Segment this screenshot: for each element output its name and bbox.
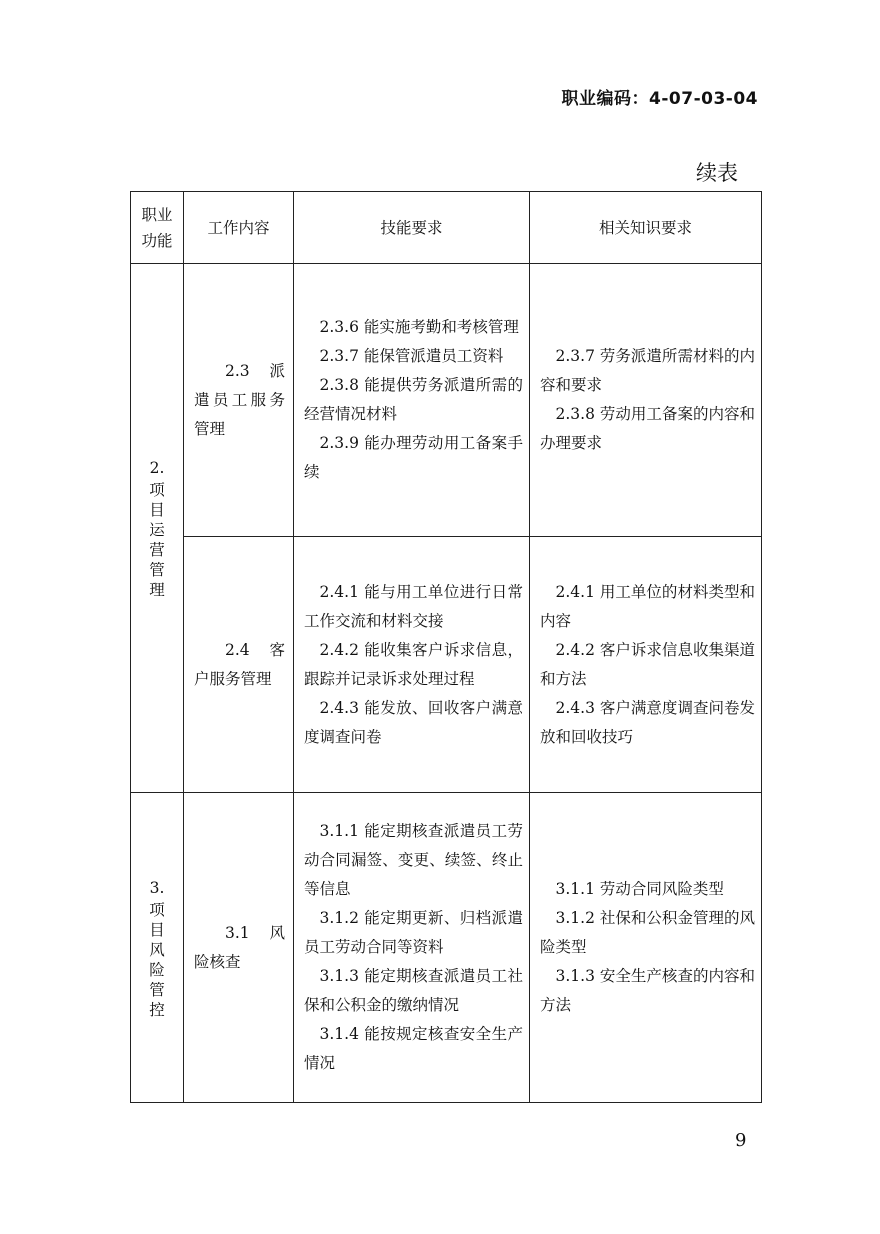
header-skill-requirements: 技能要求 (294, 192, 530, 264)
header-knowledge-requirements: 相关知识要求 (530, 192, 762, 264)
skill-item: 2.4.2 能收集客户诉求信息，跟踪并记录诉求处理过程 (304, 640, 523, 688)
function-number: 3. (149, 878, 165, 897)
knowledge-item: 2.3.7 劳务派遣所需材料的内容和要求 (540, 347, 755, 394)
skill-item: 3.1.1 能定期核查派遣员工劳动合同漏签、变更、续签、终止等信息 (304, 822, 523, 898)
knowledge-cell (530, 793, 762, 1103)
function-name: 项目风险管控 (149, 900, 165, 1019)
skill-item: 3.1.4 能按规定核查安全生产情况 (304, 1025, 523, 1072)
work-content-cell (184, 793, 294, 1103)
work-content-text: 2.3 派遣员工服务管理 (194, 361, 285, 438)
skills-cell (294, 537, 530, 793)
work-content-cell (184, 537, 294, 793)
function-name: 项目运营管理 (149, 481, 165, 599)
skills-cell (294, 264, 530, 537)
function-cell-risk-control (131, 793, 184, 1103)
table-header-row (131, 192, 762, 264)
skill-item: 2.3.9 能办理劳动用工备案手续 (304, 434, 523, 481)
function-cell-project-operation (131, 264, 184, 793)
table-row (131, 264, 762, 537)
knowledge-item: 3.1.3 安全生产核查的内容和方法 (540, 967, 755, 1014)
table-row (131, 793, 762, 1103)
skill-item: 2.3.7 能保管派遣员工资料 (319, 347, 504, 365)
function-number: 2. (149, 459, 165, 477)
skill-item: 2.3.6 能实施考勤和考核管理 (319, 318, 519, 336)
knowledge-item: 3.1.1 劳动合同风险类型 (555, 880, 724, 898)
knowledge-cell (530, 264, 762, 537)
skills-cell (294, 793, 530, 1103)
work-content-text: 3.1 风险核查 (194, 923, 285, 971)
table-row (131, 537, 762, 793)
skill-item: 2.4.1 能与用工单位进行日常工作交流和材料交接 (304, 582, 523, 630)
skill-item: 3.1.3 能定期核查派遣员工社保和公积金的缴纳情况 (304, 967, 523, 1014)
knowledge-item: 3.1.2 社保和公积金管理的风险类型 (540, 909, 755, 956)
page-number: 9 (735, 1130, 747, 1151)
knowledge-item: 2.3.8 劳动用工备案的内容和办理要求 (540, 405, 755, 452)
occupation-code: 职业编码：4-07-03-04 (561, 89, 758, 109)
work-content-cell (184, 264, 294, 537)
work-content-text: 2.4 客户服务管理 (194, 640, 285, 688)
knowledge-cell (530, 537, 762, 793)
header-work-content: 工作内容 (184, 192, 294, 264)
continued-table-label: 续表 (696, 161, 738, 185)
skill-item: 3.1.2 能定期更新、归档派遣员工劳动合同等资料 (304, 909, 523, 956)
knowledge-item: 2.4.3 客户满意度调查问卷发放和回收技巧 (540, 698, 755, 746)
skill-item: 2.4.3 能发放、回收客户满意度调查问卷 (304, 698, 523, 746)
knowledge-item: 2.4.1 用工单位的材料类型和内容 (540, 582, 755, 630)
skill-item: 2.3.8 能提供劳务派遣所需的经营情况材料 (304, 376, 523, 423)
standards-table (130, 191, 762, 1103)
header-function: 职业 功能 (131, 192, 184, 264)
knowledge-item: 2.4.2 客户诉求信息收集渠道和方法 (540, 640, 755, 688)
